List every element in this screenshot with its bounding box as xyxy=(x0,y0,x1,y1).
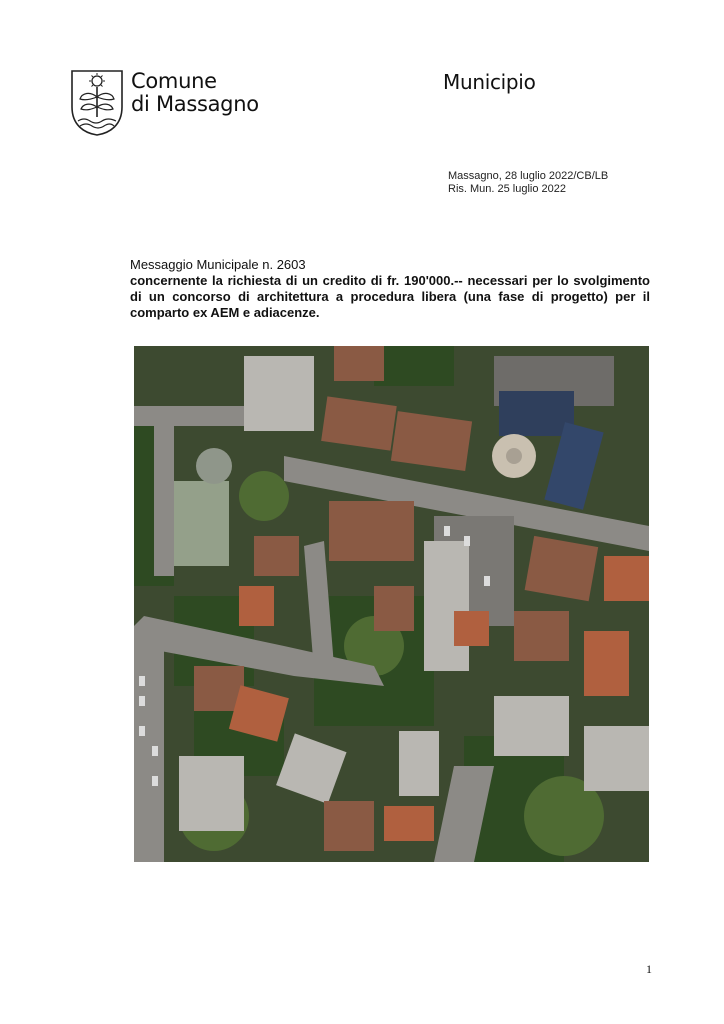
municipality-name-line1: Comune xyxy=(131,69,217,93)
message-subject: concernente la richiesta di un credito di fr. 190'000.-- necessari per lo svolgimento di un concorso di architettura a procedura libera (una fase di progetto) per il comparto ex AEM e adiacenze. xyxy=(130,273,650,320)
message-heading xyxy=(130,257,650,321)
municipal-crest-icon xyxy=(70,69,124,137)
date-line: Massagno, 28 luglio 2022/CB/LB xyxy=(448,170,609,182)
municipality-name-line2: di Massagno xyxy=(131,92,259,116)
page-number: 1 xyxy=(646,962,652,976)
office-title: Municipio xyxy=(443,70,536,94)
municipality-name xyxy=(131,70,259,116)
aerial-photo xyxy=(134,346,649,862)
resolution-line: Ris. Mun. 25 luglio 2022 xyxy=(448,183,567,195)
document-meta xyxy=(448,170,608,196)
message-number: Messaggio Municipale n. 2603 xyxy=(130,257,306,272)
